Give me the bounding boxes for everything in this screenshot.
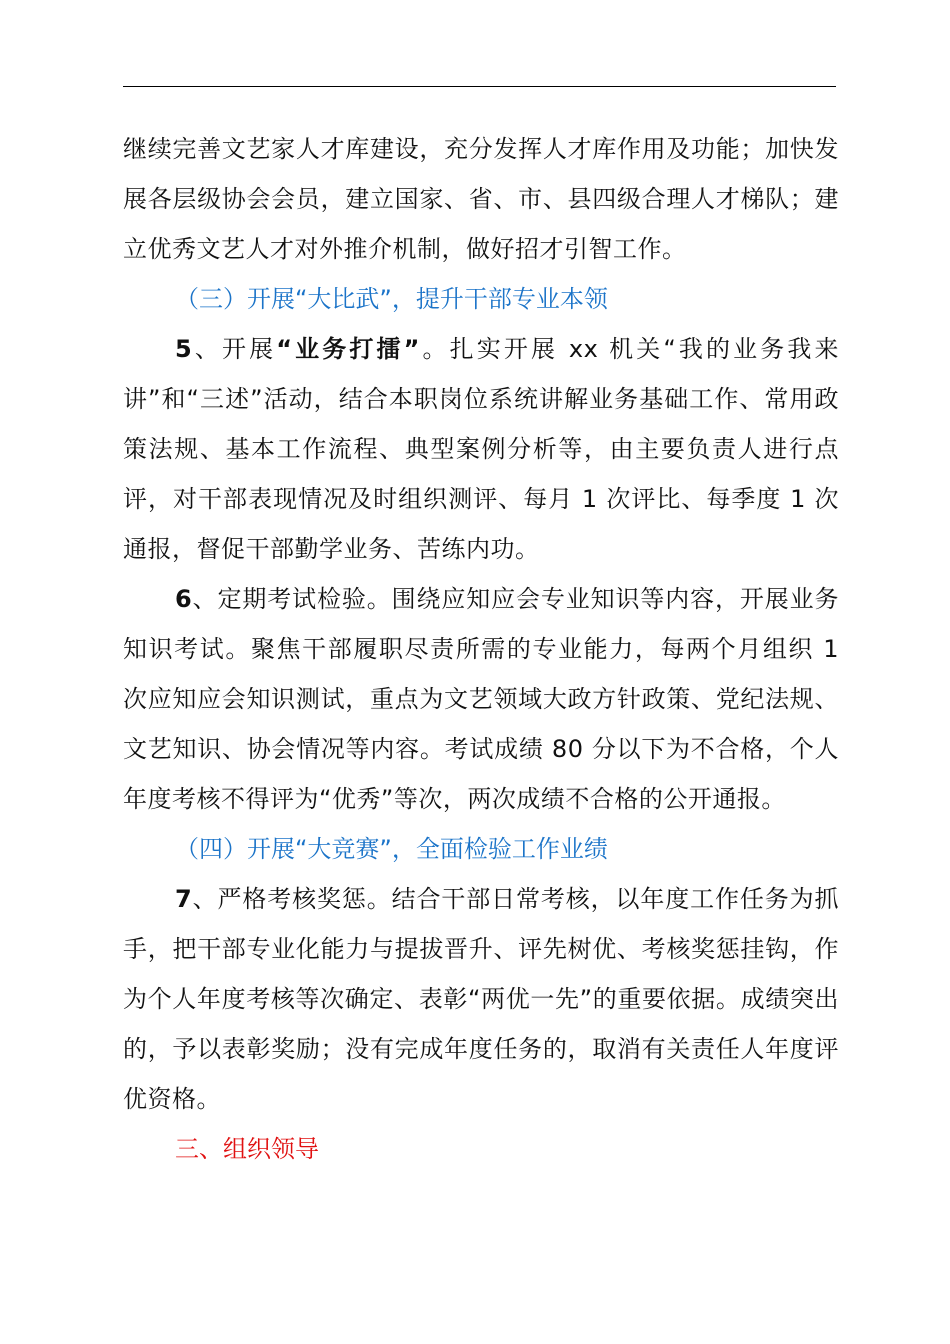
paragraph-item-6: [123, 574, 839, 824]
item-number: 7: [175, 885, 193, 913]
item-body: 。扎实开展 xx 机关“我的业务我来讲”和“三述”活动，结合本职岗位系统讲解业务基础工作、常用政策法规、基本工作流程、典型案例分析等，由主要负责人进行点评，对干部表现情况及时组织测评、每月 1 次评比、每季度 1 次通报，督促干部勤学业务、苦练内功。: [123, 335, 840, 563]
item-title: “业务打擂”: [276, 335, 420, 363]
subheading-big-contest: （四）开展“大竞赛”，全面检验工作业绩: [175, 835, 608, 863]
item-body: 、严格考核奖惩。结合干部日常考核，以年度工作任务为抓手，把干部专业化能力与提拔晋升、评先树优、考核奖惩挂钩，作为个人年度考核等次确定、表彰“两优一先”的重要依据。成绩突出的，予以表彰奖励；没有完成年度任务的，取消有关责任人年度评优资格。: [123, 885, 839, 1113]
paragraph-item-7: [123, 874, 839, 1124]
subheading-big-competition: （三）开展“大比武”，提升干部专业本领: [175, 285, 608, 313]
item-body: 、定期考试检验。围绕应知应会专业知识等内容，开展业务知识考试。聚焦干部履职尽责所需的专业能力，每两个月组织 1 次应知应会知识测试，重点为文艺领域大政方针政策、党纪法规、文艺知识、协会情况等内容。考试成绩 80 分以下为不合格，个人年度考核不得评为“优秀”等次，两次成绩不合格的公开通报。: [123, 585, 839, 813]
section-heading-organization: 三、组织领导: [175, 1135, 319, 1163]
item-prefix: 、开展: [192, 335, 277, 363]
header-rule: [123, 86, 836, 87]
item-number: 6: [175, 585, 193, 613]
document-body: [123, 124, 839, 1174]
paragraph-item-5: [123, 324, 839, 574]
paragraph-talent-pool: 继续完善文艺家人才库建设，充分发挥人才库作用及功能；加快发展各层级协会会员，建立国家、省、市、县四级合理人才梯队；建立优秀文艺人才对外推介机制，做好招才引智工作。: [123, 135, 839, 263]
item-number: 5: [175, 335, 193, 363]
